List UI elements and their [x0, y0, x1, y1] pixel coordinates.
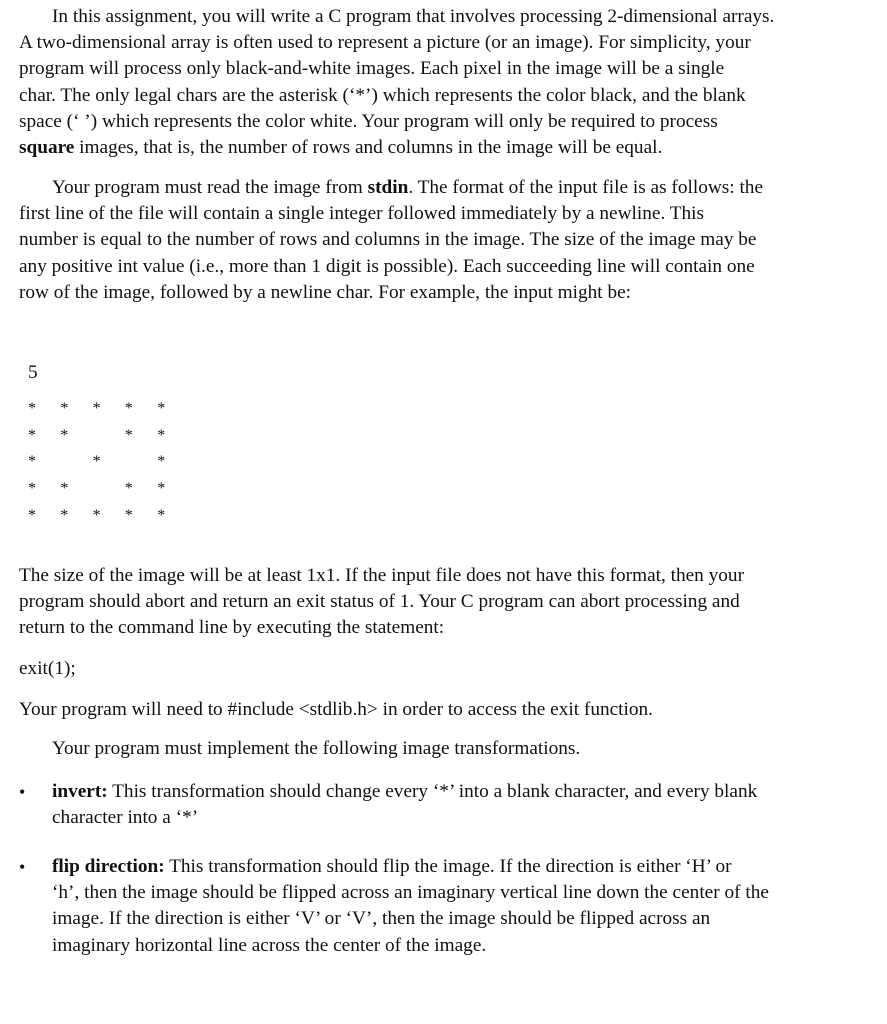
format-line-first-post: . The format of the input file is as follows: the — [408, 177, 763, 198]
size-note-line: return to the command line by executing the statement: — [19, 617, 445, 639]
bullet-symbol: • — [19, 857, 26, 877]
grid-cell: * — [92, 453, 101, 471]
intro-line: char. The only legal chars are the asterisk (‘*’) which represents the color black, and the blank — [19, 84, 746, 106]
size-note-line: The size of the image will be at least 1x1. If the input file does not have this format, then your — [19, 565, 744, 586]
transforms-intro: Your program must implement the following image transformations. — [52, 738, 581, 759]
grid-cell: * — [157, 480, 166, 498]
intro-line: space (‘ ’) which represents the color white. Your program will only be required to process — [19, 110, 718, 132]
stdin-emphasis: stdin — [367, 177, 409, 198]
grid-cell: * — [157, 400, 166, 418]
example-image-grid — [28, 396, 189, 529]
grid-cell: * — [124, 426, 133, 444]
grid-cell: * — [157, 426, 166, 444]
format-line-first — [19, 175, 859, 201]
bullet-flip — [19, 854, 869, 964]
example-size: 5 — [28, 362, 38, 383]
grid-cell: * — [60, 400, 69, 418]
bullet-flip-line: imaginary horizontal line across the center of the image. — [52, 934, 487, 956]
grid-cell: * — [60, 506, 69, 524]
intro-line: A two-dimensional array is often used to represent a picture (or an image). For simplicity, your — [19, 32, 751, 54]
grid-cell: * — [28, 480, 36, 498]
bullet-invert-line — [52, 779, 867, 805]
flip-desc: This transformation should flip the image. If the direction is either ‘H’ or — [164, 856, 732, 877]
grid-cell: * — [157, 453, 166, 471]
exit-statement: exit(1); — [19, 658, 76, 679]
format-line: first line of the file will contain a single integer followed immediately by a newline. This — [19, 203, 705, 225]
grid-cell: * — [124, 506, 133, 524]
bullet-symbol: • — [19, 782, 26, 802]
format-line: row of the image, followed by a newline char. For example, the input might be: — [19, 281, 632, 303]
invert-desc: This transformation should change every ‘*’ into a blank character, and every blank — [107, 781, 758, 802]
grid-row — [28, 476, 189, 503]
bullet-flip-line: image. If the direction is either ‘V’ or ‘V’, then the image should be flipped across an — [52, 908, 711, 930]
bullet-flip-line — [52, 854, 867, 880]
grid-cell: * — [28, 453, 36, 471]
grid-cell: * — [92, 400, 101, 418]
format-line-first-pre: Your program must read the image from — [52, 177, 368, 198]
size-note-paragraph — [19, 563, 859, 642]
grid-cell: * — [124, 400, 133, 418]
format-line: any positive int value (i.e., more than 1 digit is possible). Each succeeding line will contain one — [19, 255, 755, 277]
grid-cell: * — [28, 400, 36, 418]
flip-term: flip direction: — [52, 856, 165, 877]
grid-row — [28, 449, 189, 476]
intro-line-last-rest: images, that is, the number of rows and columns in the image will be equal. — [74, 137, 663, 159]
grid-row — [28, 396, 189, 423]
format-line: number is equal to the number of rows and columns in the image. The size of the image may be — [19, 229, 757, 251]
grid-row — [28, 423, 189, 450]
intro-line-last — [19, 135, 859, 161]
bullet-flip-text — [52, 854, 867, 959]
bullet-flip-line: ‘h’, then the image should be flipped across an imaginary vertical line down the center of the — [52, 882, 769, 904]
grid-row — [28, 502, 189, 529]
grid-cell: * — [157, 506, 166, 524]
bullet-invert-line: character into a ‘*’ — [52, 807, 199, 829]
intro-line: program will process only black-and-white images. Each pixel in the image will be a single — [19, 58, 725, 80]
grid-cell: * — [92, 506, 101, 524]
bullet-invert-text — [52, 779, 867, 831]
intro-paragraph — [19, 4, 859, 161]
square-emphasis: square — [19, 137, 75, 159]
intro-line: In this assignment, you will write a C program that involves processing 2-dimensional arrays. — [52, 6, 775, 27]
grid-cell: * — [124, 480, 133, 498]
format-paragraph — [19, 175, 859, 306]
bullet-invert — [19, 779, 869, 833]
include-note: Your program will need to #include <stdlib.h> in order to access the exit function. — [19, 699, 653, 720]
invert-term: invert: — [52, 781, 108, 802]
grid-cell: * — [60, 480, 69, 498]
grid-cell: * — [60, 426, 69, 444]
grid-cell: * — [28, 426, 36, 444]
grid-cell: * — [28, 506, 36, 524]
size-note-line: program should abort and return an exit status of 1. Your C program can abort processing and — [19, 591, 740, 613]
